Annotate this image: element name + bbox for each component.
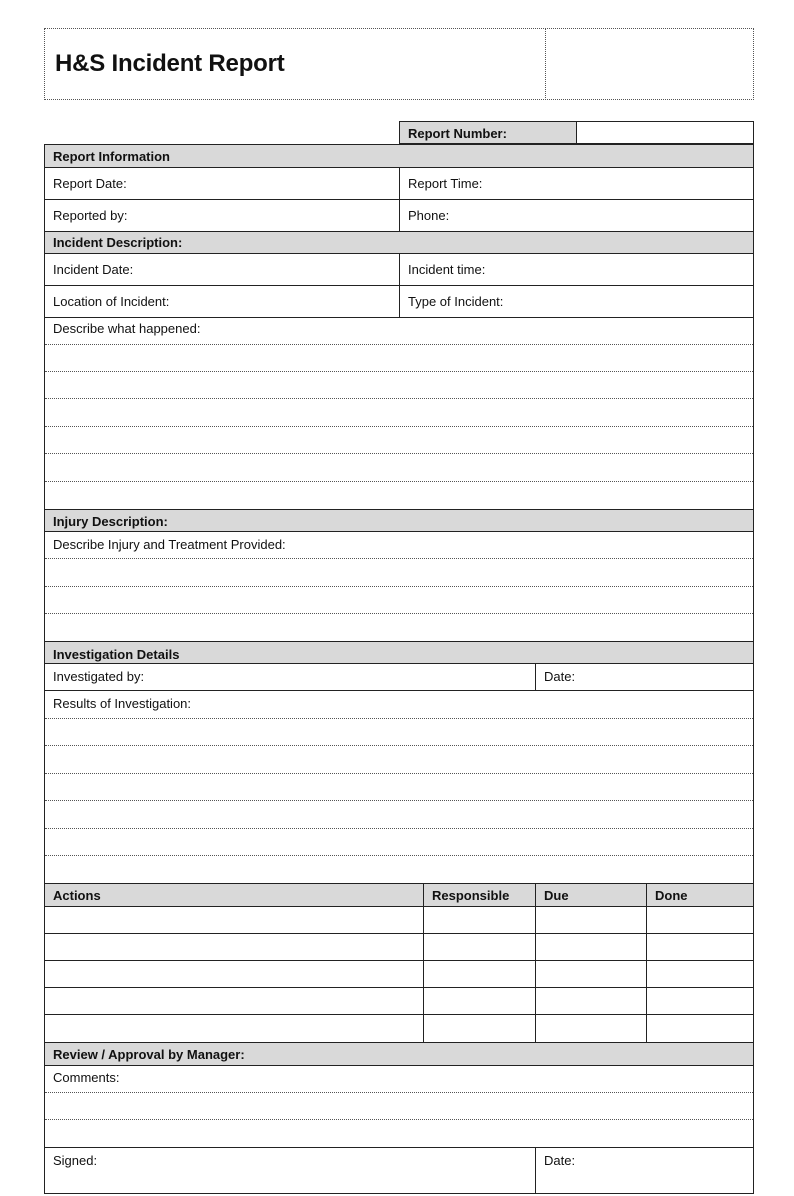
location-of-incident-field[interactable] (45, 286, 399, 317)
action-cell[interactable] (45, 934, 423, 960)
report-information-heading: Report Information (53, 149, 170, 164)
signed-field[interactable] (45, 1148, 535, 1193)
responsible-column-header: Responsible (432, 888, 510, 903)
writing-line (45, 800, 753, 801)
writing-line (45, 613, 753, 614)
writing-line (45, 398, 753, 399)
due-cell[interactable] (536, 1015, 646, 1042)
type-of-incident-field[interactable] (400, 286, 753, 317)
investigation-details-heading: Investigation Details (53, 647, 180, 662)
writing-line (45, 855, 753, 856)
reported-by-field[interactable] (45, 200, 399, 231)
report-time-field[interactable] (400, 168, 753, 199)
due-cell[interactable] (536, 988, 646, 1014)
responsible-cell[interactable] (424, 934, 535, 960)
phone-label: Phone: (408, 208, 450, 223)
report-date-field[interactable] (45, 168, 399, 199)
report-number-label: Report Number: (408, 126, 507, 141)
incident-description-heading: Incident Description: (53, 235, 183, 250)
writing-line (45, 371, 753, 372)
writing-line (45, 453, 753, 454)
phone-field[interactable] (400, 200, 753, 231)
writing-line (45, 558, 753, 559)
writing-line (45, 1092, 753, 1093)
location-of-incident-label: Location of Incident: (53, 294, 170, 309)
writing-line (45, 1119, 753, 1120)
investigated-by-label: Investigated by: (53, 669, 145, 684)
describe-injury-label: Describe Injury and Treatment Provided: (53, 537, 286, 552)
writing-line (45, 426, 753, 427)
incident-time-label: Incident time: (408, 262, 486, 277)
action-cell[interactable] (45, 988, 423, 1014)
describe-what-happened-label: Describe what happened: (53, 321, 201, 336)
responsible-cell[interactable] (424, 988, 535, 1014)
due-cell[interactable] (536, 961, 646, 987)
done-cell[interactable] (647, 907, 753, 933)
writing-line (45, 718, 753, 719)
type-of-incident-label: Type of Incident: (408, 294, 504, 309)
investigation-date-field[interactable] (536, 664, 753, 690)
writing-line (45, 586, 753, 587)
actions-column-header: Actions (53, 888, 101, 903)
title-side-field[interactable] (546, 29, 753, 99)
done-column-header: Done (655, 888, 688, 903)
done-cell[interactable] (647, 1015, 753, 1042)
due-cell[interactable] (536, 934, 646, 960)
report-number-field[interactable] (576, 121, 754, 144)
comments-field[interactable] (45, 1066, 753, 1147)
investigation-date-label: Date: (544, 669, 576, 684)
action-cell[interactable] (45, 907, 423, 933)
incident-time-field[interactable] (400, 254, 753, 285)
action-cell[interactable] (45, 1015, 423, 1042)
report-date-label: Report Date: (53, 176, 127, 191)
done-cell[interactable] (647, 988, 753, 1014)
done-cell[interactable] (647, 934, 753, 960)
review-date-field[interactable] (536, 1148, 753, 1193)
writing-line (45, 828, 753, 829)
comments-label: Comments: (53, 1070, 120, 1085)
page-title: H&S Incident Report (55, 50, 285, 77)
done-cell[interactable] (647, 961, 753, 987)
reported-by-label: Reported by: (53, 208, 128, 223)
report-time-label: Report Time: (408, 176, 483, 191)
due-cell[interactable] (536, 907, 646, 933)
due-column-header: Due (544, 888, 569, 903)
review-date-label: Date: (544, 1153, 576, 1168)
responsible-cell[interactable] (424, 1015, 535, 1042)
review-heading: Review / Approval by Manager: (53, 1047, 245, 1062)
responsible-cell[interactable] (424, 961, 535, 987)
incident-date-label: Incident Date: (53, 262, 134, 277)
writing-line (45, 773, 753, 774)
action-cell[interactable] (45, 961, 423, 987)
incident-date-field[interactable] (45, 254, 399, 285)
writing-line (45, 745, 753, 746)
investigated-by-field[interactable] (45, 664, 535, 690)
signed-label: Signed: (53, 1153, 98, 1168)
responsible-cell[interactable] (424, 907, 535, 933)
writing-line (45, 481, 753, 482)
writing-line (45, 344, 753, 345)
injury-description-heading: Injury Description: (53, 514, 168, 529)
results-of-investigation-label: Results of Investigation: (53, 696, 192, 711)
